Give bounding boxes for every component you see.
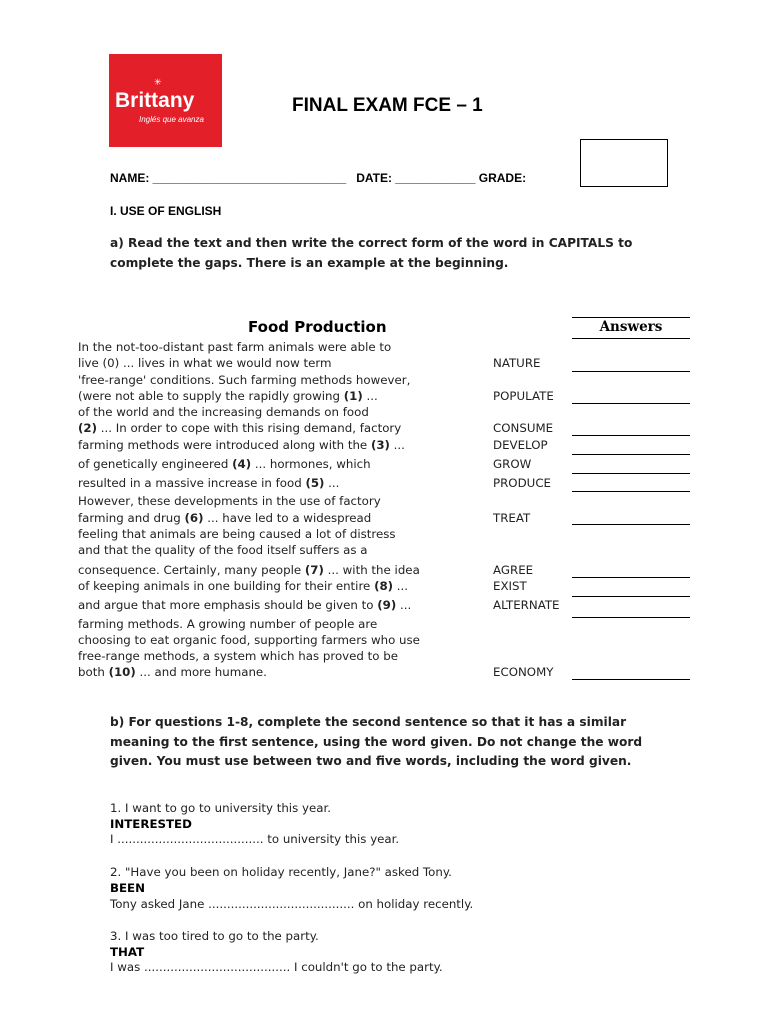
answers-rule-top xyxy=(572,317,690,318)
grade-box xyxy=(580,139,668,187)
capital-word: AGREE xyxy=(493,563,534,577)
capital-word: ALTERNATE xyxy=(493,598,560,612)
passage-line: and that the quality of the food itself suffers as a xyxy=(78,543,368,557)
passage-line: of the world and the increasing demands on food xyxy=(78,405,369,419)
answer-line[interactable] xyxy=(572,491,690,492)
logo-tagline: Inglés que avanza xyxy=(139,115,204,124)
section-title: I. USE OF ENGLISH xyxy=(110,204,222,218)
passage-line: of keeping animals in one building for their entire (8) ... xyxy=(78,579,409,593)
passage-line: However, these developments in the use of factory xyxy=(78,494,381,508)
answers-rule-bottom xyxy=(572,338,690,339)
answer-line[interactable] xyxy=(572,473,690,474)
answers-header: Answers xyxy=(599,319,663,335)
answer-line[interactable] xyxy=(572,454,690,455)
capital-word: POPULATE xyxy=(493,389,554,403)
passage-line: resulted in a massive increase in food (5) ... xyxy=(78,476,340,490)
question-sentence: 1. I want to go to university this year. xyxy=(110,801,331,815)
passage-line: feeling that animals are being caused a lot of distress xyxy=(78,527,396,541)
instruction-part-a: a) Read the text and then write the correct form of the word in CAPITALS to complete the gaps. There is an example at the beginning. xyxy=(110,236,633,270)
passage-line: (were not able to supply the rapidly growing (1) ... xyxy=(78,389,378,403)
question-answer-line: I was ....................................... I couldn't go to the party. xyxy=(110,960,443,974)
answer-line[interactable] xyxy=(572,596,690,597)
passage-line: both (10) ... and more humane. xyxy=(78,665,267,679)
capital-word: NATURE xyxy=(493,356,541,370)
capital-word: CONSUME xyxy=(493,421,554,435)
instruction-part-b: b) For questions 1-8, complete the second sentence so that it has a similar meaning to the first sentence, using the word given. Do not change the word given. You must use between two and five words, including the word given. xyxy=(110,715,643,768)
capital-word: ECONOMY xyxy=(493,665,554,679)
capital-word: GROW xyxy=(493,457,532,471)
answer-line[interactable] xyxy=(572,403,690,404)
passage-line: farming and drug (6) ... have led to a widespread xyxy=(78,511,372,525)
passage-line: of genetically engineered (4) ... hormones, which xyxy=(78,457,371,471)
passage-line: choosing to eat organic food, supporting farmers who use xyxy=(78,633,420,647)
capital-word: PRODUCE xyxy=(493,476,552,490)
capital-word: TREAT xyxy=(493,511,531,525)
passage-line: (2) ... In order to cope with this rising demand, factory xyxy=(78,421,402,435)
answer-line[interactable] xyxy=(572,577,690,578)
text-title: Food Production xyxy=(248,318,387,336)
passage-line: and argue that more emphasis should be given to (9) ... xyxy=(78,598,412,612)
question-sentence: 2. "Have you been on holiday recently, Jane?" asked Tony. xyxy=(110,865,452,879)
passage-line: In the not-too-distant past farm animals were able to xyxy=(78,340,392,354)
answer-line[interactable] xyxy=(572,679,690,680)
logo-brand: Brittany xyxy=(115,89,195,112)
page-title: FINAL EXAM FCE – 1 xyxy=(292,95,483,116)
passage-line: 'free-range' conditions. Such farming methods however, xyxy=(78,373,411,387)
passage-line: farming methods were introduced along with the (3) ... xyxy=(78,438,405,452)
passage-line: farming methods. A growing number of people are xyxy=(78,617,378,631)
name-date-grade-line: NAME: _____________________________ DATE: ____________ GRADE: xyxy=(110,171,527,185)
question-keyword: BEEN xyxy=(110,881,145,895)
capital-word: EXIST xyxy=(493,579,527,593)
answer-line[interactable] xyxy=(572,371,690,372)
question-answer-line: I ....................................... to university this year. xyxy=(110,832,400,846)
question-sentence: 3. I was too tired to go to the party. xyxy=(110,929,319,943)
answer-line[interactable] xyxy=(572,617,690,618)
capital-word: DEVELOP xyxy=(493,438,548,452)
answer-line[interactable] xyxy=(572,524,690,525)
question-keyword: THAT xyxy=(110,945,145,959)
passage-line: consequence. Certainly, many people (7) ... with the idea xyxy=(78,563,420,577)
brittany-logo xyxy=(109,54,222,147)
snowflake-icon: ✳ xyxy=(154,78,162,88)
question-answer-line: Tony asked Jane ....................................... on holiday recently. xyxy=(110,897,474,911)
question-keyword: INTERESTED xyxy=(110,817,192,831)
passage-line: free-range methods, a system which has proved to be xyxy=(78,649,398,663)
passage-line: live (0) ... lives in what we would now term xyxy=(78,356,332,370)
answer-line[interactable] xyxy=(572,435,690,436)
